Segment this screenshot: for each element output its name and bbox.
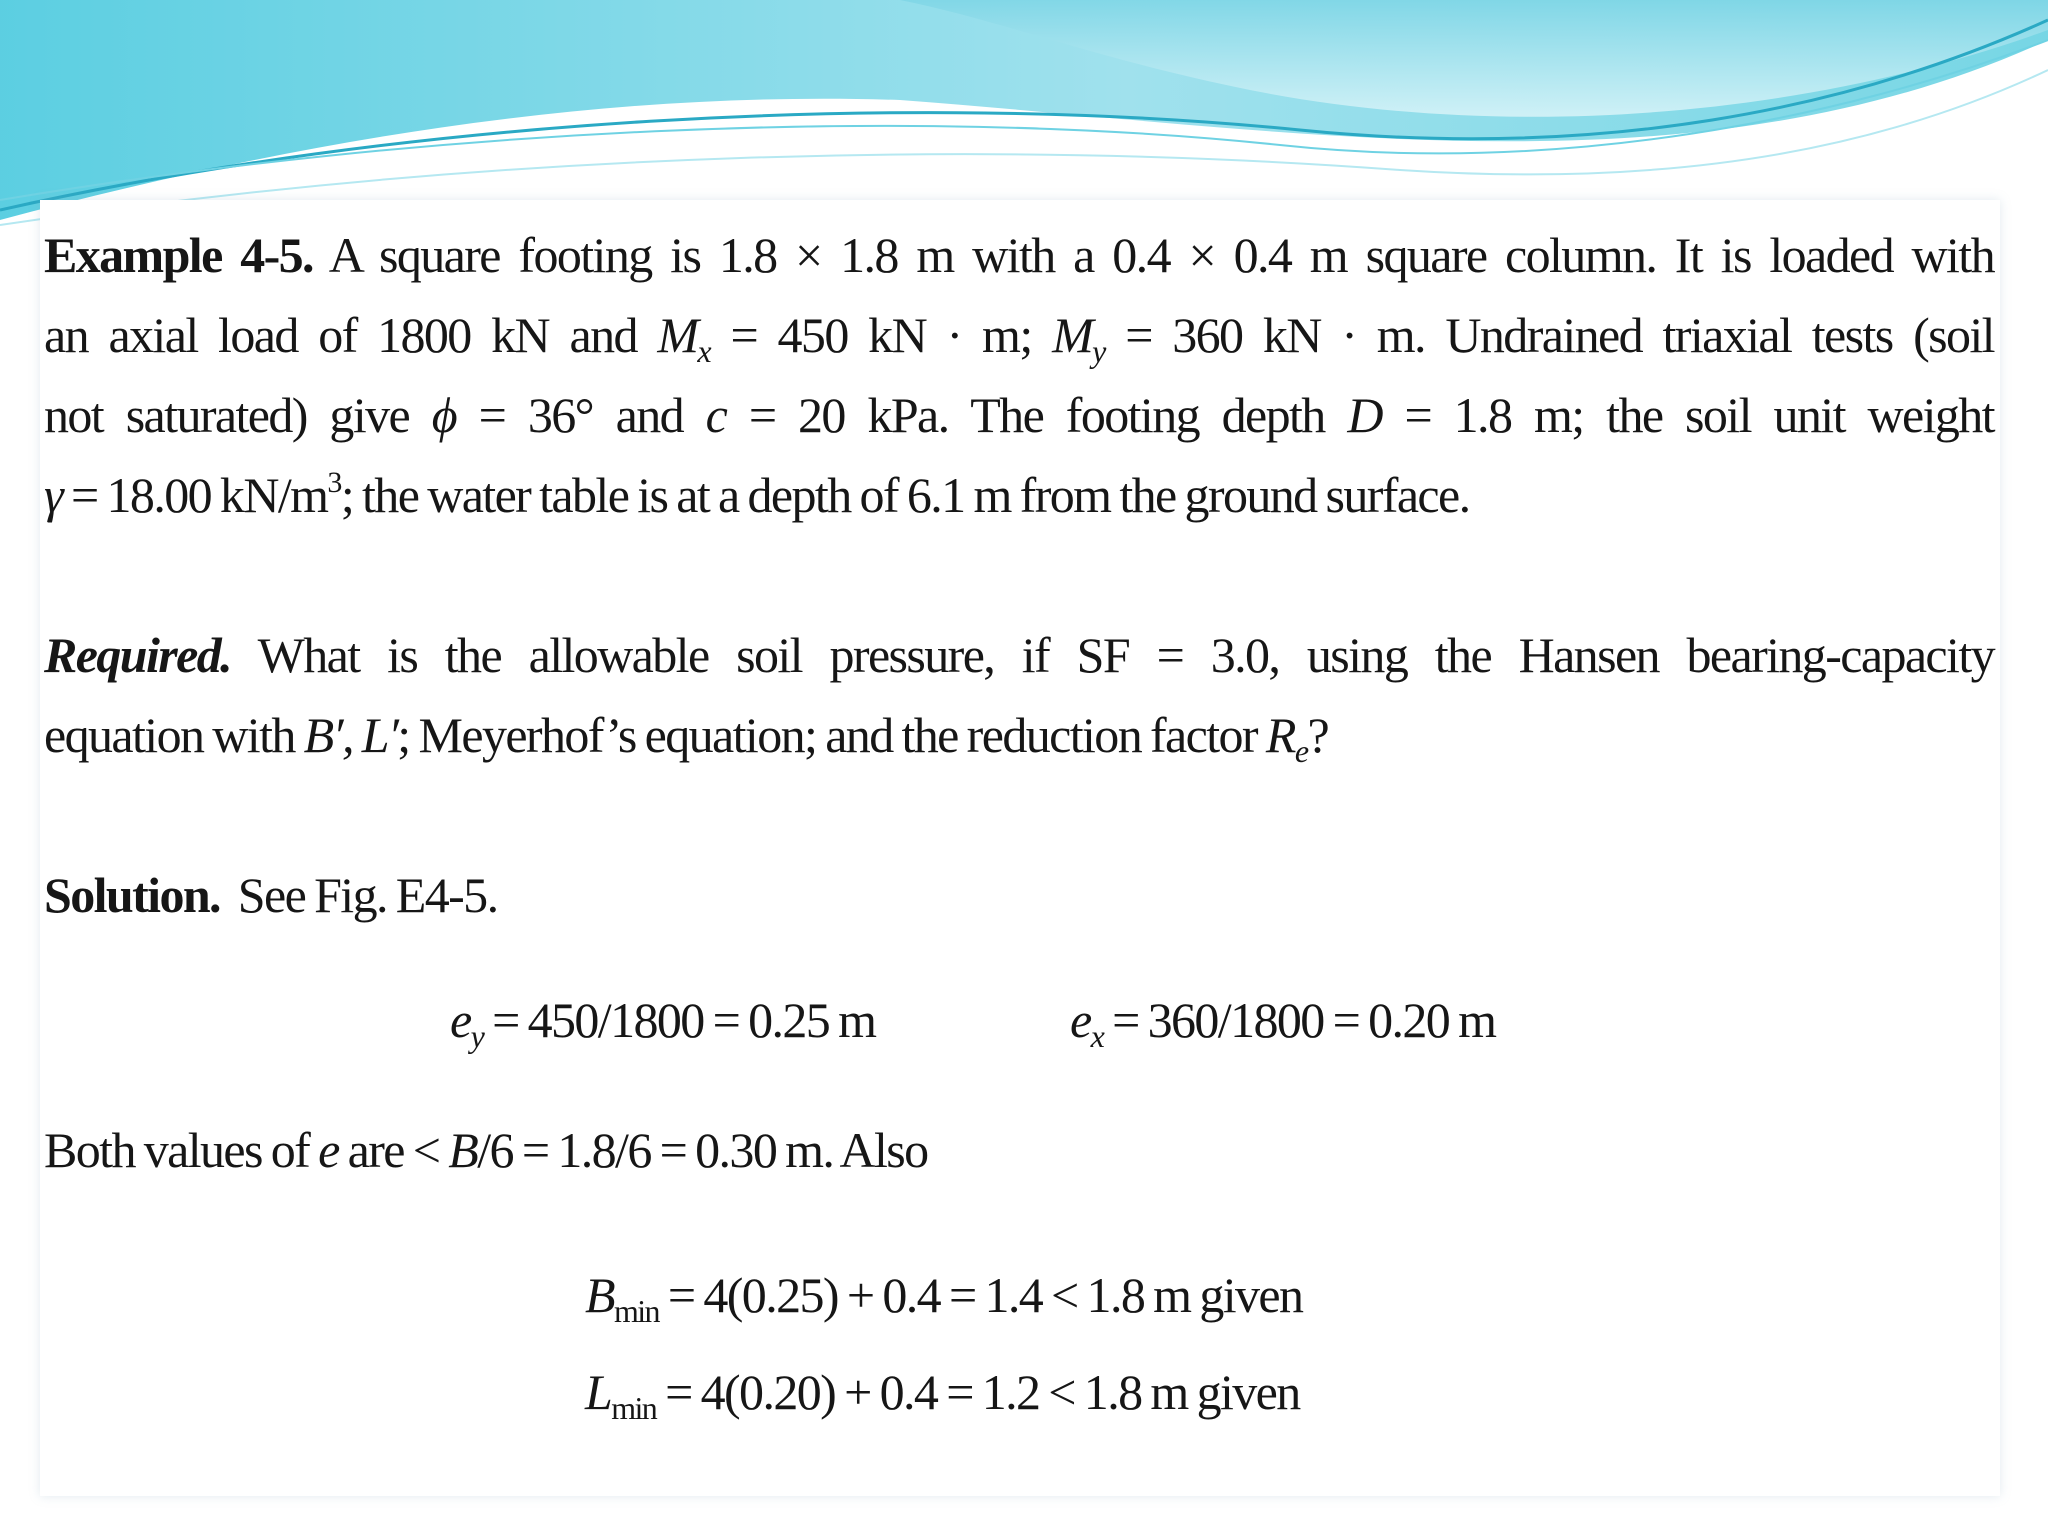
required-line-1: Required. What is the allowable soil pressure, if SF = 3.0, using the Hansen bearing-capacity bbox=[44, 627, 1995, 683]
example-line-4: γ = 18.00 $kN/m^3$; the water table is at a depth of 6.1 m from the ground surface. bbox=[44, 466, 1470, 523]
equation-ex: $e_x = 360/1800 = 0.20$ m bbox=[1070, 992, 1496, 1054]
solution-line: Solution. See Fig. E4-5. bbox=[44, 867, 498, 923]
required-line-2: equation with B′, L′; Meyerhof’s equation; and the reduction factor $R_e$? bbox=[44, 707, 1329, 769]
equation-bmin: $B_{min} = 4(0.25) + 0.4 = 1.4 < 1.8$ m given bbox=[585, 1267, 1303, 1329]
both-values-line: Both values of e are < B/6 = 1.8/6 = 0.30 m. Also bbox=[44, 1122, 928, 1178]
example-line-3: not saturated) give ϕ = 36° and c = 20 kPa. The footing depth D = 1.8 m; the soil unit weight bbox=[44, 387, 1994, 443]
equation-ey: $e_y = 450/1800 = 0.25$ m bbox=[450, 992, 876, 1054]
example-line-1: Example 4-5. A square footing is 1.8 × 1.8 m with a 0.4 × 0.4 m square column. It is loaded with bbox=[44, 227, 1995, 283]
equation-lmin: $L_{min} = 4(0.20) + 0.4 = 1.2 < 1.8$ m given bbox=[585, 1364, 1300, 1426]
example-line-2: an axial load of 1800 kN and $M_x = 450$ kN · m; $M_y = 360$ kN · m. Undrained triaxial tests (soil bbox=[44, 307, 1994, 369]
solution-label: Solution. bbox=[44, 867, 220, 923]
example-label: Example 4-5. bbox=[44, 227, 313, 283]
required-label: Required. bbox=[44, 627, 231, 683]
